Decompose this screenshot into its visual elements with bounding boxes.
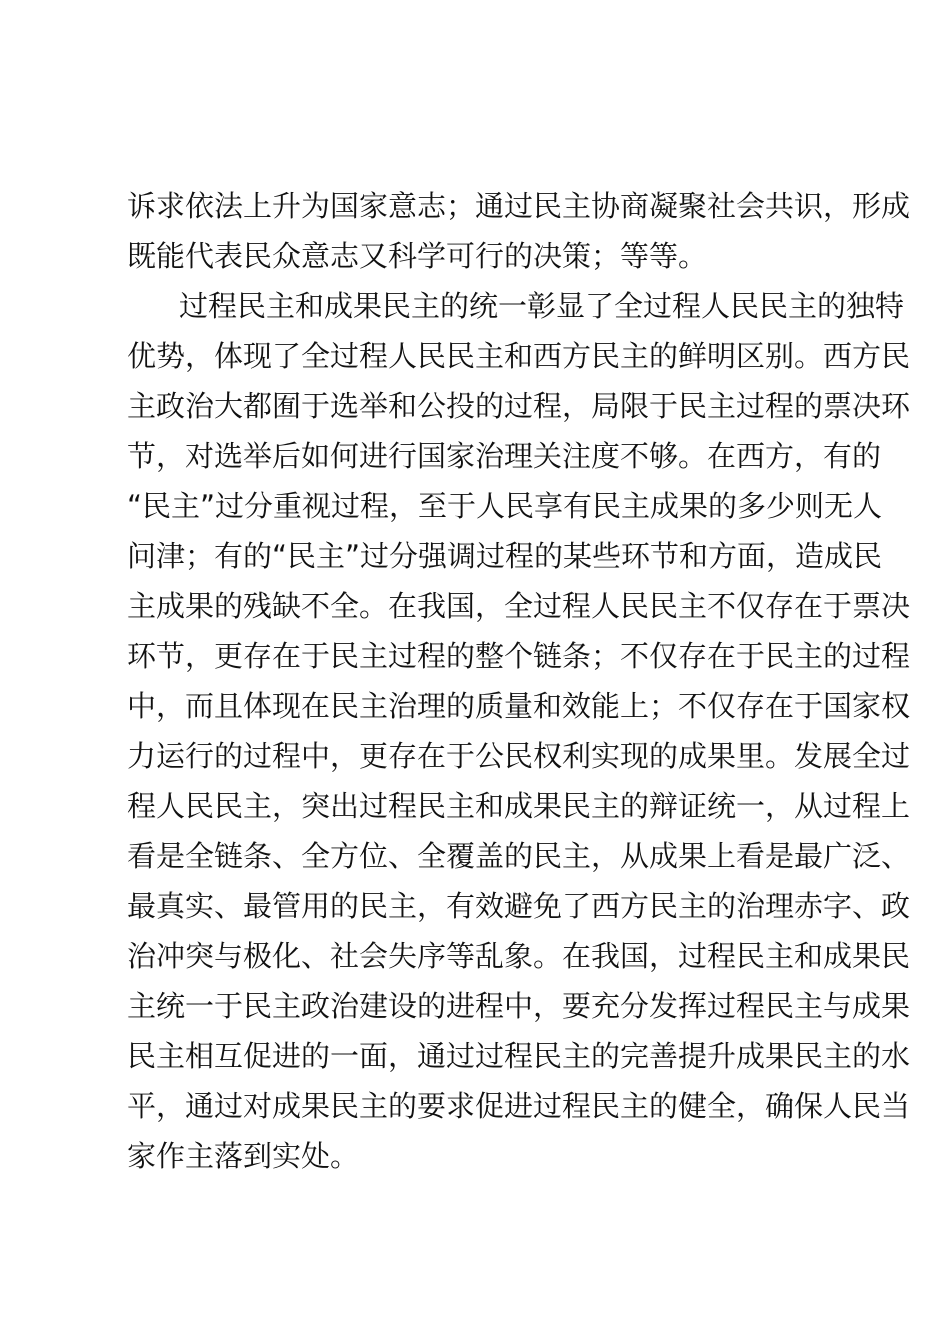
text-line: 节，对选举后如何进行国家治理关注度不够。在西方，有的 [127, 439, 882, 473]
text-line: 民主相互促进的一面，通过过程民主的完善提升成果民主的水 [127, 1039, 911, 1073]
paragraph-first-line: 过程民主和成果民主的统一彰显了全过程人民民主的独特 [179, 289, 905, 323]
text-line: 主统一于民主政治建设的进程中，要充分发挥过程民主与成果 [127, 989, 911, 1023]
text-line: 环节，更存在于民主过程的整个链条；不仅存在于民主的过程 [127, 639, 911, 673]
text-line: 程人民民主，突出过程民主和成果民主的辩证统一，从过程上 [127, 789, 911, 823]
text-line: 诉求依法上升为国家意志；通过民主协商凝聚社会共识，形成 [127, 189, 911, 223]
text-line: 主政治大都囿于选举和公投的过程，局限于民主过程的票决环 [127, 389, 911, 423]
text-line: 家作主落到实处。 [127, 1139, 360, 1173]
text-line: 中，而且体现在民主治理的质量和效能上；不仅存在于国家权 [127, 689, 911, 723]
text-line: 力运行的过程中，更存在于公民权利实现的成果里。发展全过 [127, 739, 911, 773]
text-line: 平，通过对成果民主的要求促进过程民主的健全，确保人民当 [127, 1089, 911, 1123]
text-line: 最真实、最管用的民主，有效避免了西方民主的治理赤字、政 [127, 889, 911, 923]
text-line: 问津；有的“民主”过分强调过程的某些环节和方面，造成民 [127, 539, 883, 573]
text-line: “民主”过分重视过程，至于人民享有民主成果的多少则无人 [127, 489, 883, 523]
text-line: 治冲突与极化、社会失序等乱象。在我国，过程民主和成果民 [127, 939, 911, 973]
text-line: 看是全链条、全方位、全覆盖的民主，从成果上看是最广泛、 [127, 839, 911, 873]
text-line: 既能代表民众意志又科学可行的决策；等等。 [127, 239, 708, 273]
text-line: 优势，体现了全过程人民民主和西方民主的鲜明区别。西方民 [127, 339, 911, 373]
text-line: 主成果的残缺不全。在我国，全过程人民民主不仅存在于票决 [127, 589, 911, 623]
